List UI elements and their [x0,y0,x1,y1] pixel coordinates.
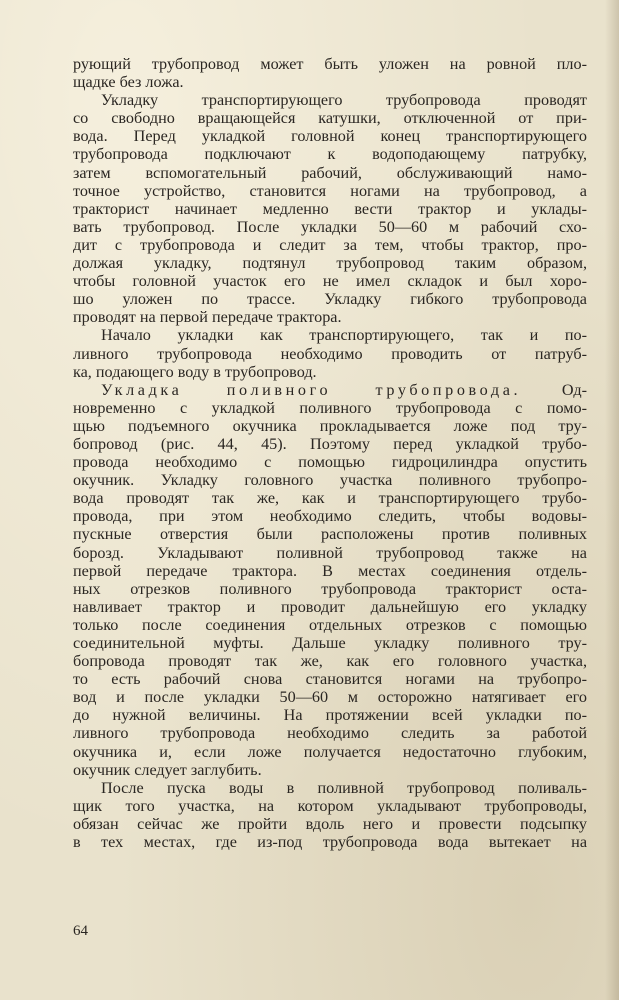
text-line: окучник. Укладку головного участка поливного трубопро- [73,471,587,490]
page-text [73,55,587,851]
text-line: в тех местах, где из-под трубопровода вода вытекает на [73,833,587,852]
text-line: провода, при этом необходимо следить, чтобы водовы- [73,507,587,526]
text-line: провода необходимо с помощью гидроцилиндра опустить [73,453,587,472]
text-line: вод и после укладки 50—60 м осторожно натягивает его [73,688,587,707]
text-line: окучника и, если ложе получается недостаточно глубоким, [73,742,587,761]
text-line: ливного трубопровода необходимо следить за работой [73,724,587,743]
text-line: первой передаче трактора. В местах соединения отдель- [73,561,587,580]
section-heading: Укладка поливного трубопровода. [101,380,522,399]
text-line: щью подъемного окучника прокладывается ложе под тру- [73,416,587,435]
text-line: новременно с укладкой поливного трубопровода с помо- [73,398,587,417]
text-line: ливного трубопровода необходимо проводить от патруб- [73,344,587,363]
text-line: окучник следует заглубить. [73,760,262,779]
text-line: проводят на первой передаче трактора. [73,308,342,327]
heading-line-continuation: Од- [521,380,587,399]
text-line: вода. Перед укладкой головной конец транспортирующего [73,127,587,146]
text-line: точное устройство, становится ногами на трубопровод, а [73,181,587,200]
text-line: шо уложен по трассе. Укладку гибкого трубопровода [73,290,587,309]
page-number: 64 [73,923,88,939]
text-line: ных отрезков поливного трубопровода тракторист оста- [73,579,587,598]
text-line: со свободно вращающейся катушки, отключенной от при- [73,109,587,128]
text-line: до нужной величины. На протяжении всей укладки по- [73,706,587,725]
text-line: борозд. Укладывают поливной трубопровод также на [73,543,587,562]
page-edge-shadow [605,0,619,1000]
text-line: затем вспомогательный рабочий, обслуживающий намо- [73,163,587,182]
text-line: тракторист начинает медленно вести трактор и уклады- [73,199,587,218]
text-line: рующий трубопровод может быть уложен на ровной пло- [73,55,587,73]
text-line: щик того участка, на котором укладывают трубопроводы, [73,796,587,815]
text-line: бопровод (рис. 44, 45). Поэтому перед укладкой трубо- [73,434,587,453]
text-line: трубопровода подключают к водоподающему патрубку, [73,145,587,164]
text-line: соединительной муфты. Дальше укладку поливного тру- [73,634,587,652]
text-line: Укладку транспортирующего трубопровода проводят [101,91,587,110]
text-line: должая укладку, подтянул трубопровод таким образом, [73,254,587,273]
text-line: обязан сейчас же пройти вдоль него и провести подсыпку [73,814,587,833]
section-heading-line [73,381,587,399]
text-line: ка, подающего воду в трубопровод. [73,362,317,381]
text-line: то есть рабочий снова становится ногами на трубопро- [73,670,587,689]
text-line: После пуска воды в поливной трубопровод поливаль- [101,778,587,797]
text-line: вать трубопровод. После укладки 50—60 м рабочий схо- [73,217,587,236]
text-line: дит с трубопровода и следит за тем, чтобы трактор, про- [73,235,587,254]
text-line: бопровода проводят так же, как его головного участка, [73,652,587,671]
text-line: только после соединения отдельных отрезков с помощью [73,615,587,634]
text-line: Начало укладки как транспортирующего, так и по- [101,326,587,345]
text-line: щадке без ложа. [73,73,184,92]
text-line: чтобы головной участок его не имел складок и был хоро- [73,272,587,291]
text-line: пускные отверстия были расположены против поливных [73,525,587,544]
text-line: вода проводят так же, как и транспортирующего трубо- [73,489,587,508]
text-line: навливает трактор и проводит дальнейшую его укладку [73,597,587,616]
